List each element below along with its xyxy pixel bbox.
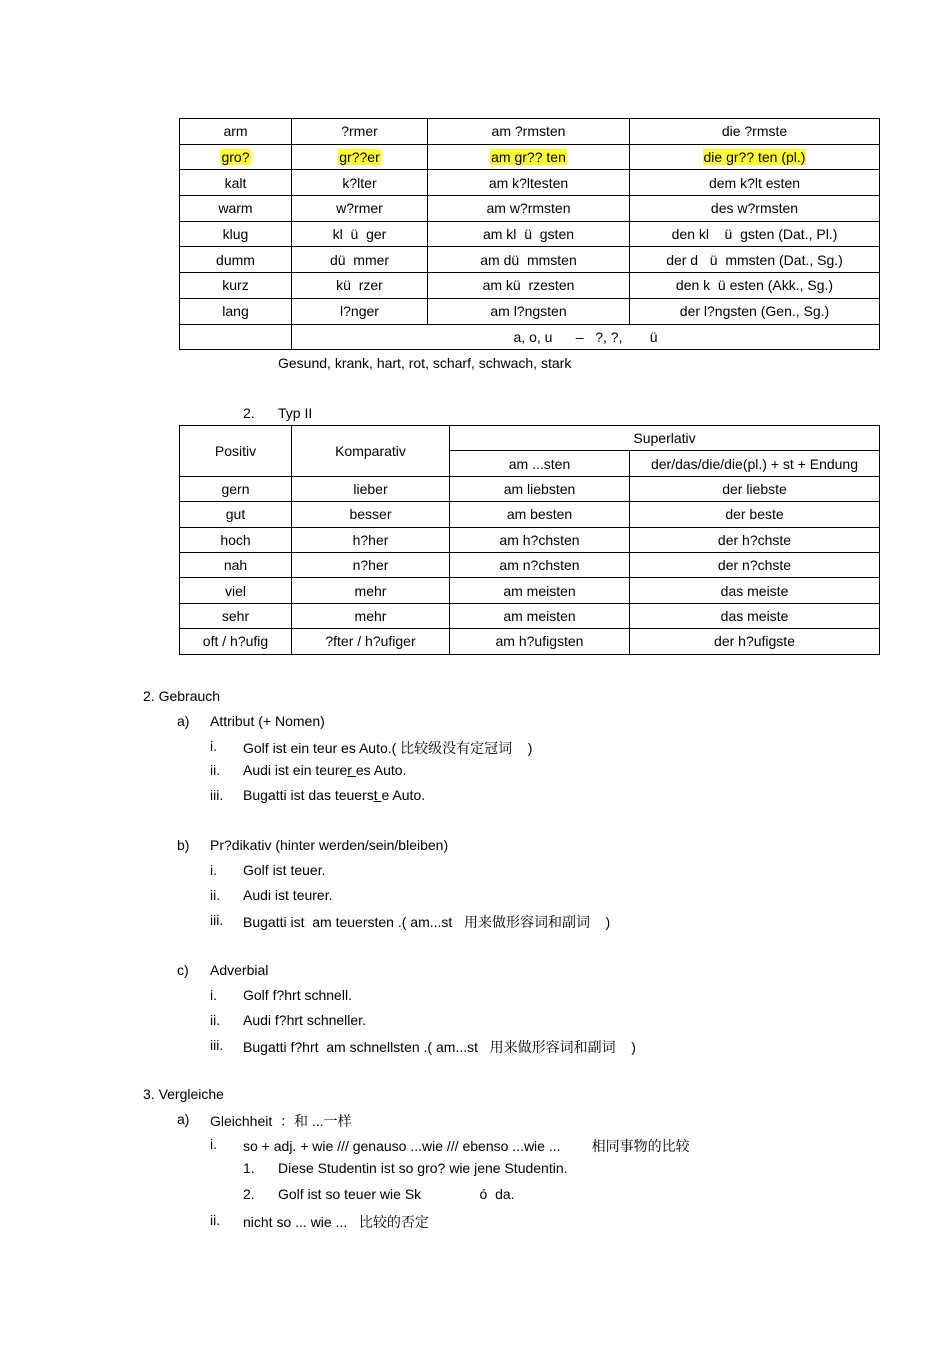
highlighted-text: die gr?? ten (pl.) [703, 149, 806, 166]
table-cell: mehr [292, 603, 450, 628]
table-row [180, 502, 880, 527]
header-article-form: der/das/die/die(pl.) + st + Endung [630, 451, 880, 476]
table-row [180, 273, 880, 299]
table-cell: klug [180, 221, 292, 247]
table-cell: den kl ü gsten (Dat., Pl.) [630, 221, 880, 247]
table-cell: am kl ü gsten [428, 221, 630, 247]
list-number: ii. [210, 762, 221, 778]
table-cell: am dü mmsten [428, 247, 630, 273]
table-cell: die ?rmste [630, 119, 880, 145]
table-cell: arm [180, 119, 292, 145]
table-cell: hoch [180, 527, 292, 552]
list-item: Golf ist ein teur es Auto.( 比较级没有定冠词 ) [243, 740, 533, 756]
table-cell: l?nger [292, 298, 428, 324]
table-cell: der n?chste [630, 552, 880, 577]
table-cell [428, 144, 630, 170]
list-number: ii. [210, 1212, 221, 1228]
table-cell: der beste [630, 502, 880, 527]
table-row [180, 170, 880, 196]
table-cell: den k ü esten (Akk., Sg.) [630, 273, 880, 299]
list-label: a) [177, 713, 190, 729]
table-cell: das meiste [630, 603, 880, 628]
list-item: Audi ist teurer. [243, 887, 333, 903]
table-cell: der l?ngsten (Gen., Sg.) [630, 298, 880, 324]
list-item: Bugatti ist am teuersten .( am...st 用来做形容词和副词 ) [243, 914, 611, 930]
table-cell: nah [180, 552, 292, 577]
list-number: iii. [210, 1037, 224, 1053]
list-number: i. [210, 1136, 217, 1152]
highlighted-text: am gr?? ten [491, 149, 566, 166]
table-cell: am besten [450, 502, 630, 527]
list-number: ii. [210, 887, 221, 903]
table-cell: des w?rmsten [630, 196, 880, 222]
table-cell: viel [180, 578, 292, 603]
table-cell: am l?ngsten [428, 298, 630, 324]
highlighted-text: gro? [221, 149, 250, 166]
list-number: i. [210, 987, 217, 1003]
table-cell: ?rmer [292, 119, 428, 145]
table-cell: der d ü mmsten (Dat., Sg.) [630, 247, 880, 273]
table-cell: lieber [292, 476, 450, 501]
table-row [180, 552, 880, 577]
table-row [180, 298, 880, 324]
table-cell: ?fter / h?ufiger [292, 629, 450, 654]
table-cell: der h?ufigste [630, 629, 880, 654]
comparison-table-typ2 [179, 425, 880, 655]
list-item: Audi f?hrt schneller. [243, 1012, 366, 1028]
table-row [180, 119, 880, 145]
list-number: iii. [210, 787, 224, 803]
table-cell-empty [180, 324, 292, 350]
table-cell: der h?chste [630, 527, 880, 552]
list-item [243, 762, 406, 778]
table-row [180, 629, 880, 654]
list-number: 2. [243, 1186, 255, 1202]
table-cell: am meisten [450, 603, 630, 628]
table-cell: sehr [180, 603, 292, 628]
list-item: nicht so ... wie ... 比较的否定 [243, 1214, 429, 1230]
table-row [180, 247, 880, 273]
list-number: 1. [243, 1160, 255, 1176]
underlined-text: t [373, 787, 382, 803]
table-cell: am n?chsten [450, 552, 630, 577]
table-row [180, 603, 880, 628]
header-positiv: Positiv [180, 426, 292, 477]
table-row [180, 196, 880, 222]
table-cell: w?rmer [292, 196, 428, 222]
list-item: so + adj. + wie /// genauso ...wie /// ebenso ...wie ... 相同事物的比较 [243, 1138, 690, 1154]
header-komparativ: Komparativ [292, 426, 450, 477]
comparison-table-typ1 [179, 118, 880, 350]
list-label: b) [177, 837, 190, 853]
header-am-sten: am ...sten [450, 451, 630, 476]
table-cell: dü mmer [292, 247, 428, 273]
umlaut-note: a, o, u – ?, ?, ü [292, 324, 880, 350]
list-item [243, 787, 425, 803]
table-cell [292, 144, 428, 170]
table-cell: am w?rmsten [428, 196, 630, 222]
underlined-text: r [347, 762, 356, 778]
table-cell: besser [292, 502, 450, 527]
table-cell: kü rzer [292, 273, 428, 299]
table-cell: mehr [292, 578, 450, 603]
table-row-note [180, 324, 880, 350]
list-number: i. [210, 862, 217, 878]
table-cell [180, 144, 292, 170]
subsection-title: Pr?dikativ (hinter werden/sein/bleiben) [210, 837, 449, 853]
header-superlativ: Superlativ [450, 426, 880, 451]
table-cell: n?her [292, 552, 450, 577]
text-part: e Auto. [381, 787, 426, 803]
table-cell: am ?rmsten [428, 119, 630, 145]
highlighted-text: gr??er [339, 149, 380, 166]
list-item: Golf f?hrt schnell. [243, 987, 352, 1003]
table-cell: am kü rzesten [428, 273, 630, 299]
table-cell: am h?ufigsten [450, 629, 630, 654]
table-header-row [180, 426, 880, 451]
text-part: Bugatti ist das teuers [243, 787, 374, 803]
subsection-title: Gleichheit ：和 ...一样 [210, 1113, 352, 1129]
list-number: i. [210, 738, 217, 754]
list-item: Bugatti f?hrt am schnellsten .( am...st 用来做形容词和副词 ) [243, 1039, 636, 1055]
table-cell: h?her [292, 527, 450, 552]
table-cell: das meiste [630, 578, 880, 603]
table-cell [630, 144, 880, 170]
table-row [180, 221, 880, 247]
table-cell: am h?chsten [450, 527, 630, 552]
table-cell: dumm [180, 247, 292, 273]
section-heading-vergleiche: 3. Vergleiche [143, 1086, 224, 1102]
section-number: 2. [243, 405, 255, 421]
list-label: a) [177, 1111, 190, 1127]
table-cell: oft / h?ufig [180, 629, 292, 654]
table-row-highlighted [180, 144, 880, 170]
section-heading-gebrauch: 2. Gebrauch [143, 688, 221, 704]
list-item: Golf ist teuer. [243, 862, 326, 878]
table-row [180, 578, 880, 603]
text-part: Audi ist ein teure [243, 762, 348, 778]
section-title: Typ II [278, 405, 313, 421]
table-cell: kl ü ger [292, 221, 428, 247]
table-cell: der liebste [630, 476, 880, 501]
list-number: ii. [210, 1012, 221, 1028]
subsection-title: Adverbial [210, 962, 269, 978]
list-number: iii. [210, 912, 224, 928]
table-cell: kalt [180, 170, 292, 196]
table-cell: am liebsten [450, 476, 630, 501]
adjective-list: Gesund, krank, hart, rot, scharf, schwach, stark [278, 355, 572, 371]
table-cell: gut [180, 502, 292, 527]
list-item: Diese Studentin ist so gro? wie jene Studentin. [278, 1160, 568, 1176]
table-row [180, 527, 880, 552]
table-cell: dem k?lt esten [630, 170, 880, 196]
table-cell: am meisten [450, 578, 630, 603]
table-cell: kurz [180, 273, 292, 299]
subsection-title: Attribut (+ Nomen) [210, 713, 325, 729]
list-item: Golf ist so teuer wie Sk ó da. [278, 1186, 515, 1202]
list-label: c) [177, 962, 189, 978]
table-cell: gern [180, 476, 292, 501]
text-part: es Auto. [355, 762, 407, 778]
table-cell: am k?ltesten [428, 170, 630, 196]
table-cell: lang [180, 298, 292, 324]
table-cell: k?lter [292, 170, 428, 196]
table-cell: warm [180, 196, 292, 222]
table-row [180, 476, 880, 501]
